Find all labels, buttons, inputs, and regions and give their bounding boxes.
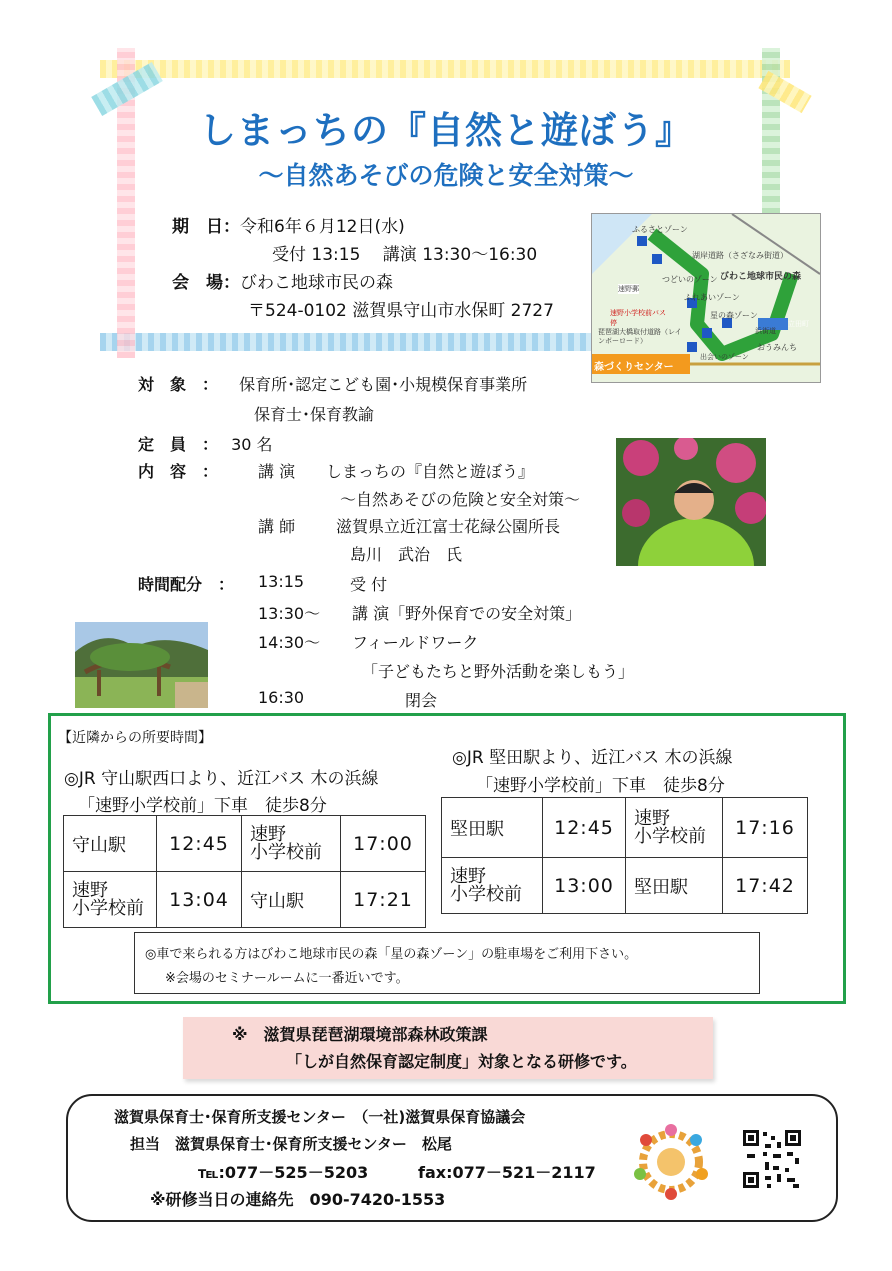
- table-cell: 守山駅: [242, 872, 341, 928]
- map-label-forest: びわこ地球市民の森: [720, 272, 802, 282]
- map-label-hamakaido: 浜街道: [755, 327, 776, 335]
- parking-note-line2: ※会場のセミナールームに一番近いです。: [165, 971, 409, 986]
- table-cell: 17:21: [341, 872, 426, 928]
- parking-note-line1: ◎車で来られる方はびわこ地球市民の森「星の森ゾーン」の駐車場をご利用下さい。: [145, 947, 638, 962]
- lecture-label: 講 演: [258, 462, 296, 481]
- table-cell: 速野 小学校前: [64, 872, 157, 928]
- parking-note: [134, 932, 760, 994]
- target-row: [138, 372, 527, 395]
- map-label-tatsuta: 立田町: [788, 320, 809, 328]
- table-cell: 守山駅: [64, 816, 157, 872]
- event-info: [172, 213, 592, 325]
- table-row: [64, 816, 426, 872]
- route1-line2: 「速野小学校前」下車 徒歩8分: [78, 796, 327, 816]
- lecturer-name: 島川 武治 氏: [350, 545, 463, 564]
- lecturer-photo-graphic: [616, 438, 766, 566]
- route1-line1: ◎JR 守山駅西口より、近江バス 木の浜線: [64, 769, 379, 789]
- schedule-label: 時間配分 ：: [138, 575, 235, 594]
- page-title: しまっちの『自然と遊ぼう』: [199, 109, 693, 152]
- footer-phone[interactable]: ℡:077－525－5203: [198, 1163, 369, 1182]
- date-label: 期 日：: [172, 217, 240, 237]
- venue-address: 〒524-0102 滋賀県守山市水保町 2727: [248, 301, 554, 321]
- capacity-label: 定 員 ：: [138, 435, 219, 454]
- venue-map: [591, 213, 821, 383]
- footer-emergency[interactable]: ※研修当日の連絡先 090-7420-1553: [150, 1190, 446, 1209]
- map-label-tsudoi: つどいのゾーン: [662, 275, 718, 284]
- qr-code[interactable]: [743, 1130, 801, 1188]
- map-label-ouminchi: おうみんち: [757, 343, 797, 352]
- route2-line1: ◎JR 堅田駅より、近江バス 木の浜線: [452, 748, 733, 768]
- map-label-furusato: ふるさとゾーン: [632, 225, 688, 234]
- footer-fax: fax:077－521－2117: [418, 1163, 596, 1182]
- route2-table: [441, 797, 808, 914]
- table-row: [64, 872, 426, 928]
- park-photo-graphic: [75, 622, 208, 708]
- schedule-item-3: 「子どもたちと野外活動を楽しもう」: [362, 662, 635, 681]
- content-label: 内 容 ：: [138, 462, 219, 481]
- logo-graphic: [626, 1122, 716, 1202]
- table-cell: 堅田駅: [626, 858, 723, 914]
- map-label-fureai: ふれあいゾーン: [684, 293, 740, 302]
- lecturer-label: 講 師: [258, 517, 296, 536]
- tape-top: [100, 60, 790, 78]
- venue-value: びわこ地球市民の森: [240, 273, 393, 293]
- map-label-post: 速野郵: [618, 285, 639, 293]
- certification-line1: ※ 滋賀県琵琶湖環境部森林政策課: [232, 1025, 488, 1044]
- schedule-time-0: 13:15: [258, 572, 305, 591]
- map-label-road: 湖岸道路（さざなみ街道）: [692, 251, 788, 260]
- table-row: [442, 858, 808, 914]
- table-cell: 13:04: [157, 872, 242, 928]
- access-heading: 【近隣からの所要時間】: [58, 730, 212, 746]
- lecturer-org: 滋賀県立近江富士花緑公園所長: [336, 517, 561, 536]
- lecture-title: しまっちの『自然と遊ぼう』: [326, 462, 535, 481]
- target-line1: 保育所･認定こども園･小規模保育事業所: [239, 375, 528, 394]
- capacity-value: 30 名: [231, 435, 273, 454]
- map-label-deai: 出会いのゾーン: [700, 353, 749, 361]
- table-cell: 12:45: [543, 798, 626, 858]
- table-cell: 13:00: [543, 858, 626, 914]
- schedule-item-4: 閉会: [405, 691, 438, 710]
- route2-line2: 「速野小学校前」下車 徒歩8分: [476, 776, 725, 796]
- table-cell: 17:00: [341, 816, 426, 872]
- content-row: [138, 459, 218, 482]
- map-label-hoshi: 星の森ゾーン: [710, 311, 758, 320]
- schedule-item-0: 受 付: [350, 575, 388, 594]
- date-value: 令和6年６月12日(水): [240, 217, 405, 237]
- venue-label: 会 場：: [172, 273, 240, 293]
- page-subtitle: ～自然あそびの危険と安全対策～: [258, 161, 634, 190]
- target-label: 対 象 ：: [138, 375, 219, 394]
- schedule-item-1: 講 演「野外保育での安全対策」: [352, 604, 582, 623]
- schedule-time-2: 14:30～: [258, 633, 321, 652]
- schedule-item-2: フィールドワーク: [352, 633, 479, 652]
- time-value: 受付 13:15 講演 13:30～16:30: [272, 245, 538, 265]
- table-cell: 速野 小学校前: [442, 858, 543, 914]
- capacity-row: [138, 432, 273, 455]
- table-cell: 17:42: [723, 858, 808, 914]
- table-row: [442, 798, 808, 858]
- table-cell: 速野 小学校前: [242, 816, 341, 872]
- qr-code-graphic: [743, 1130, 801, 1188]
- table-cell: 17:16: [723, 798, 808, 858]
- map-label-bridge: 琵琶湖大橋取付道路（レインボーロード）: [598, 328, 682, 345]
- table-cell: 12:45: [157, 816, 242, 872]
- association-logo: [626, 1122, 716, 1202]
- table-cell: 堅田駅: [442, 798, 543, 858]
- map-label-busstop: 速野小学校前バス停: [610, 309, 666, 327]
- map-label-center: 森づくりセンター: [594, 362, 674, 373]
- lecture-sub: ～自然あそびの危険と安全対策～: [340, 490, 581, 509]
- schedule-time-4: 16:30: [258, 688, 305, 707]
- park-photo: [75, 622, 208, 708]
- schedule-time-1: 13:30～: [258, 604, 321, 623]
- certification-line2: 「しが自然保育認定制度」対象となる研修です。: [286, 1052, 637, 1071]
- target-line2: 保育士･保育教諭: [254, 405, 375, 424]
- footer-contact-person: 担当 滋賀県保育士･保育所支援センター 松尾: [130, 1135, 452, 1153]
- footer-org: 滋賀県保育士･保育所支援センター （一社)滋賀県保育協議会: [114, 1108, 526, 1126]
- route1-table: [63, 815, 426, 928]
- lecturer-photo: [616, 438, 766, 566]
- table-cell: 速野 小学校前: [626, 798, 723, 858]
